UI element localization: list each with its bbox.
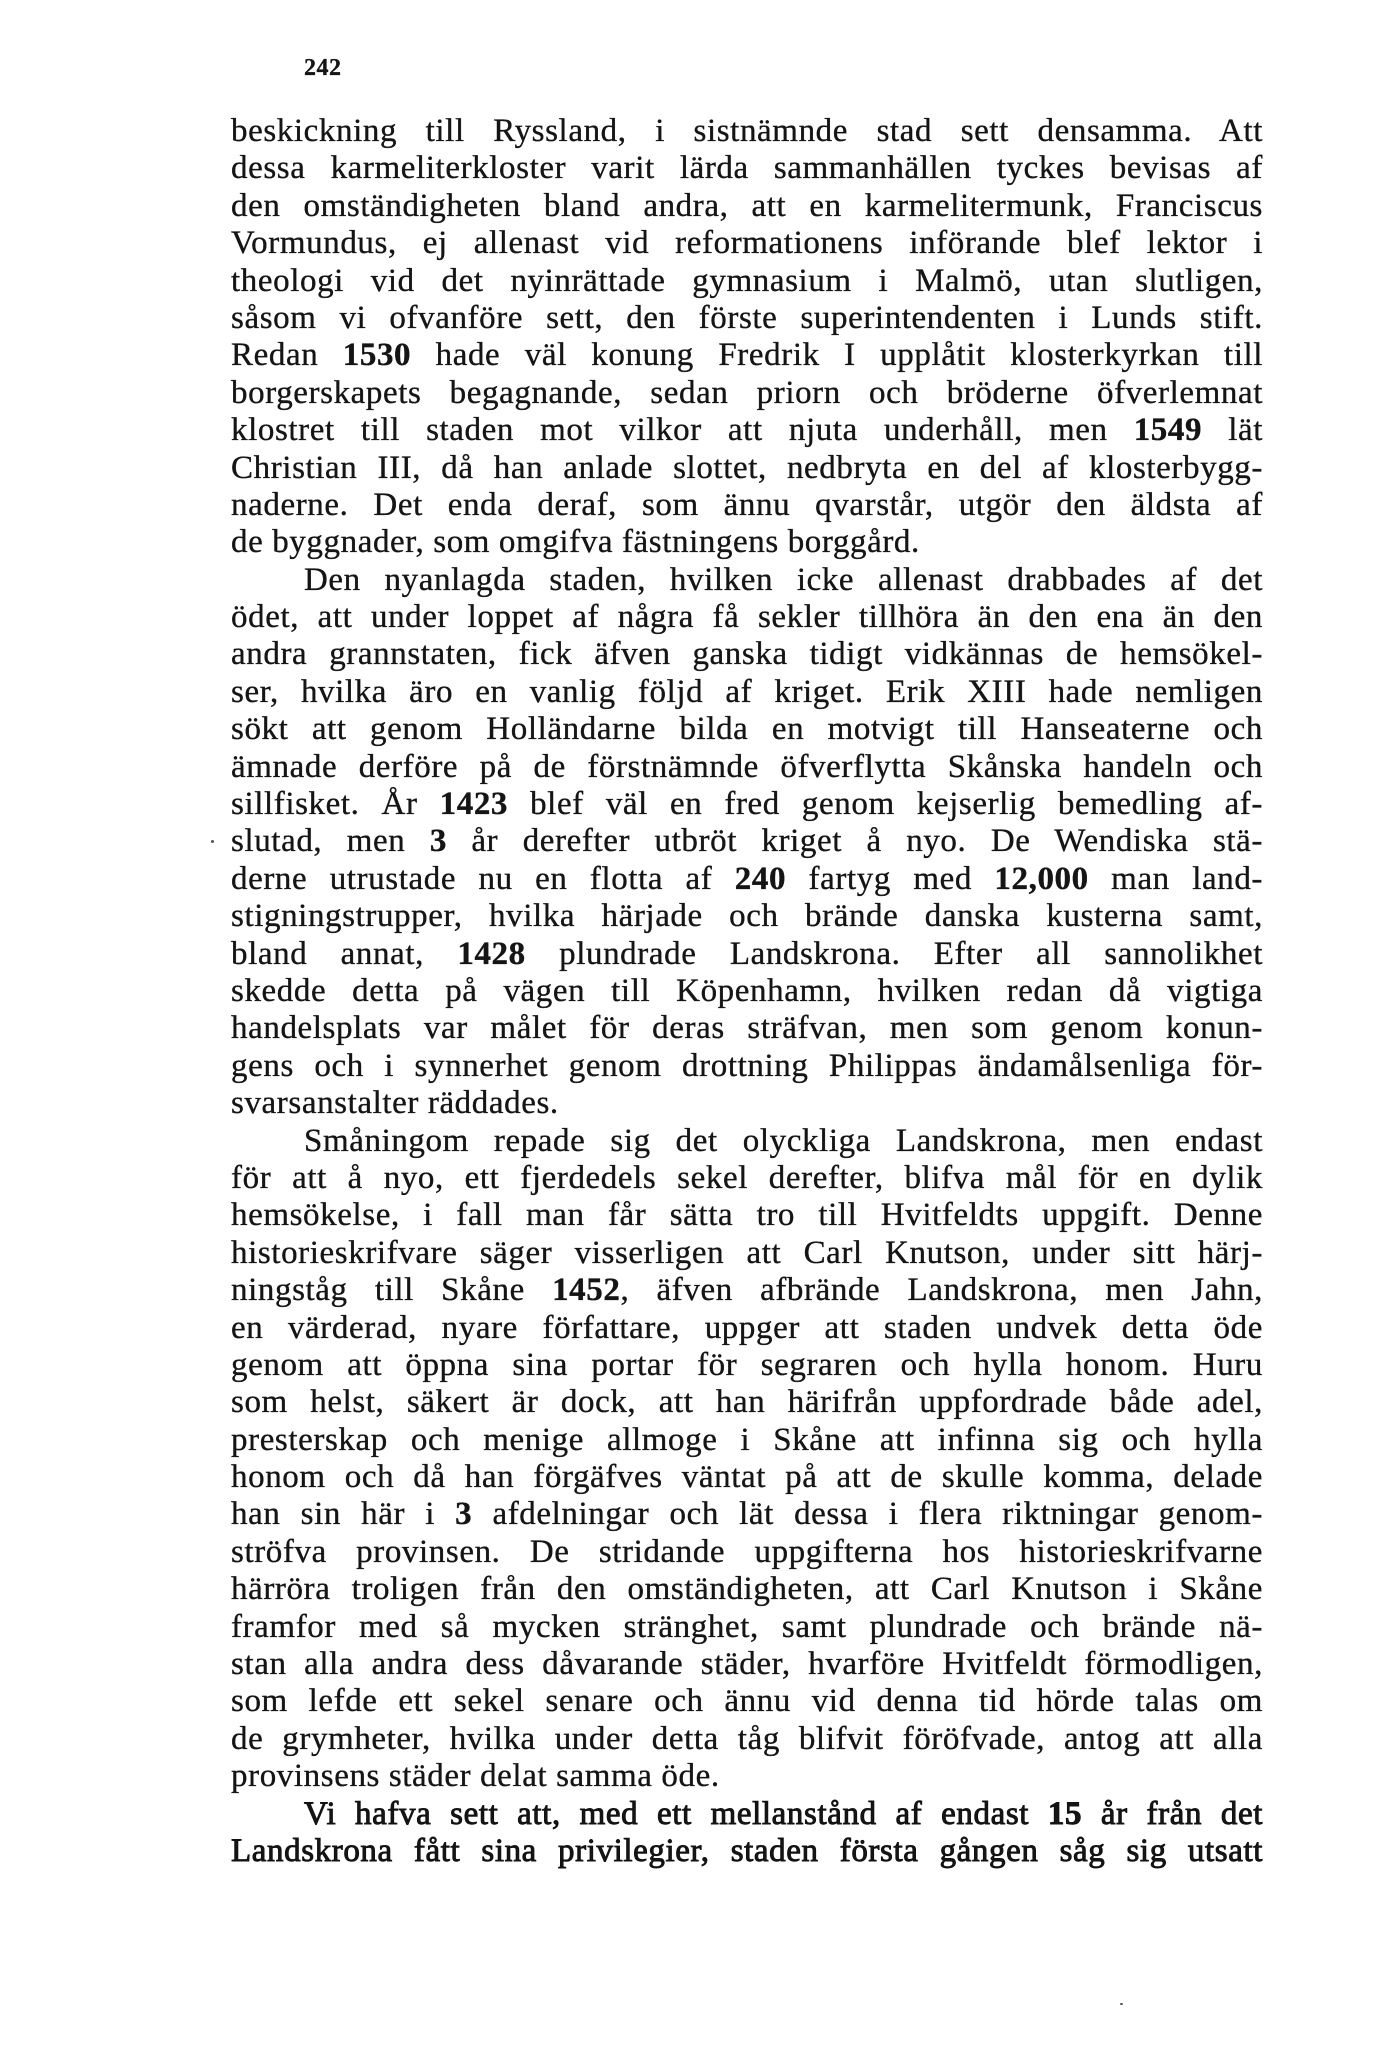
text-line: Landskrona fått sina privilegier, staden första gången såg sig utsatt (231, 1832, 1263, 1869)
text-line: theologi vid det nyinrättade gymnasium i Malmö, utan slutligen, (231, 262, 1263, 299)
scan-speck (1120, 2003, 1123, 2005)
text-line: klostret till staden mot vilkor att njuta underhåll, men 1549 lät (231, 412, 1263, 449)
text-line: stan alla andra dess dåvarande städer, hvarföre Hvitfeldt förmodligen, (231, 1646, 1263, 1683)
text-line: gens och i synnerhet genom drottning Philippas ändamålsenliga för- (231, 1047, 1263, 1084)
page-number: 242 (304, 55, 342, 81)
text-line: ämnade derföre på de förstnämnde öfverflytta Skånska handeln och (231, 748, 1263, 785)
numeral: 1428 (457, 935, 526, 972)
text-line: sillfisket. År 1423 blef väl en fred genom kejserlig bemedling af- (231, 786, 1264, 823)
text-line: hemsökelse, i fall man får sätta tro till Hvitfeldts uppgift. Denne (231, 1197, 1263, 1234)
text-line: bland annat, 1428 plundrade Landskrona. Efter all sannolikhet (231, 935, 1263, 972)
text-line: han sin här i 3 afdelningar och lät dessa i flera riktningar genom- (231, 1496, 1263, 1533)
text-line: honom och då han förgäfves väntat på att de skulle komma, delade (231, 1459, 1263, 1496)
text-line: borgerskapets begagnande, sedan priorn och bröderne öfverlemnat (231, 374, 1263, 411)
text-line: derne utrustade nu en flotta af 240 fartyg med 12,000 man land- (231, 860, 1264, 897)
text-line: slutad, men 3 år derefter utbröt kriget å nyo. De Wendiska stä- (231, 823, 1263, 860)
text-line: genom att öppna sina portar för segraren och hylla honom. Huru (231, 1346, 1263, 1383)
text-line: den omständigheten bland andra, att en karmelitermunk, Franciscus (231, 187, 1263, 224)
text-line: härröra troligen från den omständigheten, att Carl Knutson i Skåne (231, 1571, 1263, 1608)
text-line: beskickning till Ryssland, i sistnämnde stad sett densamma. Att (231, 113, 1263, 149)
text-line: ströfva provinsen. De stridande uppgifterna hos historieskrifvarne (231, 1533, 1263, 1570)
text-line: andra grannstaten, fick äfven ganska tidigt vidkännas de hemsökel- (231, 636, 1263, 673)
text-line: Christian III, då han anlade slottet, nedbryta en del af klosterbygg- (231, 449, 1263, 486)
text-line: en värderad, nyare författare, uppger att staden undvek detta öde (231, 1309, 1263, 1346)
text-line: Den nyanlagda staden, hvilken icke allenast drabbades af det (304, 561, 1263, 598)
body-text (231, 113, 1263, 1870)
numeral: 12,000 (994, 860, 1089, 897)
paragraph (231, 1796, 1263, 1871)
numeral: 3 (429, 823, 447, 860)
text-line: ödet, att under loppet af några få sekler tillhöra än den ena än den (231, 599, 1263, 636)
paragraph (231, 113, 1263, 562)
text-line: naderne. Det enda deraf, som ännu qvarstår, utgör den äldsta af (231, 486, 1263, 523)
numeral: 1423 (439, 786, 509, 823)
text-line: som helst, säkert är dock, att han härifrån uppfordrade både adel, (231, 1384, 1263, 1421)
text-line: sökt att genom Holländarne bilda en motvigt till Hanseaterne och (231, 711, 1263, 748)
numeral: 3 (455, 1496, 473, 1533)
text-line: provinsens städer delat samma öde. (231, 1758, 720, 1795)
numeral: 1549 (1133, 412, 1203, 449)
text-line: för att å nyo, ett fjerdedels sekel derefter, blifva mål för en dylik (231, 1159, 1263, 1196)
scan-speck (211, 840, 214, 843)
numeral: 15 (1047, 1795, 1083, 1832)
text-line: dessa karmeliterkloster varit lärda sammanhällen tyckes bevisas af (231, 150, 1263, 187)
text-line: Småningom repade sig det olyckliga Landskrona, men endast (304, 1122, 1263, 1159)
text-line: de byggnader, som omgifva fästningens borggård. (231, 524, 920, 561)
text-line: framfor med så mycken stränghet, samt plundrade och brände nä- (231, 1608, 1263, 1645)
text-line: som lefde ett sekel senare och ännu vid denna tid hörde talas om (231, 1683, 1263, 1720)
text-line: svarsanstalter räddades. (231, 1085, 559, 1122)
paragraph (231, 1123, 1263, 1796)
text-line: Redan 1530 hade väl konung Fredrik I upplåtit klosterkyrkan till (231, 337, 1263, 374)
numeral: 1452 (552, 1272, 621, 1309)
paragraph (231, 562, 1263, 1123)
numeral: 1530 (342, 337, 412, 374)
text-line: såsom vi ofvanföre sett, den förste superintendenten i Lunds stift. (231, 299, 1263, 336)
text-line: ningståg till Skåne 1452, äfven afbrände Landskrona, men Jahn, (231, 1272, 1263, 1309)
text-line: Vormundus, ej allenast vid reformationens införande blef lektor i (231, 225, 1263, 262)
text-line: ser, hvilka äro en vanlig följd af kriget. Erik XIII hade nemligen (231, 673, 1263, 710)
text-line: stigningstrupper, hvilka härjade och brände danska kusterna samt, (231, 898, 1263, 935)
text-line: historieskrifvare säger visserligen att Carl Knutson, under sitt härj- (231, 1234, 1263, 1271)
text-line: presterskap och menige allmoge i Skåne att infinna sig och hylla (231, 1421, 1263, 1458)
text-line: Vi hafva sett att, med ett mellanstånd af endast 15 år från det (304, 1795, 1263, 1832)
text-line: handelsplats var målet för deras sträfvan, men som genom konun- (231, 1010, 1263, 1047)
text-line: skedde detta på vägen till Köpenhamn, hvilken redan då vigtiga (231, 972, 1263, 1009)
numeral: 240 (734, 860, 787, 897)
text-line: de grymheter, hvilka under detta tåg blifvit föröfvade, antog att alla (231, 1720, 1263, 1757)
